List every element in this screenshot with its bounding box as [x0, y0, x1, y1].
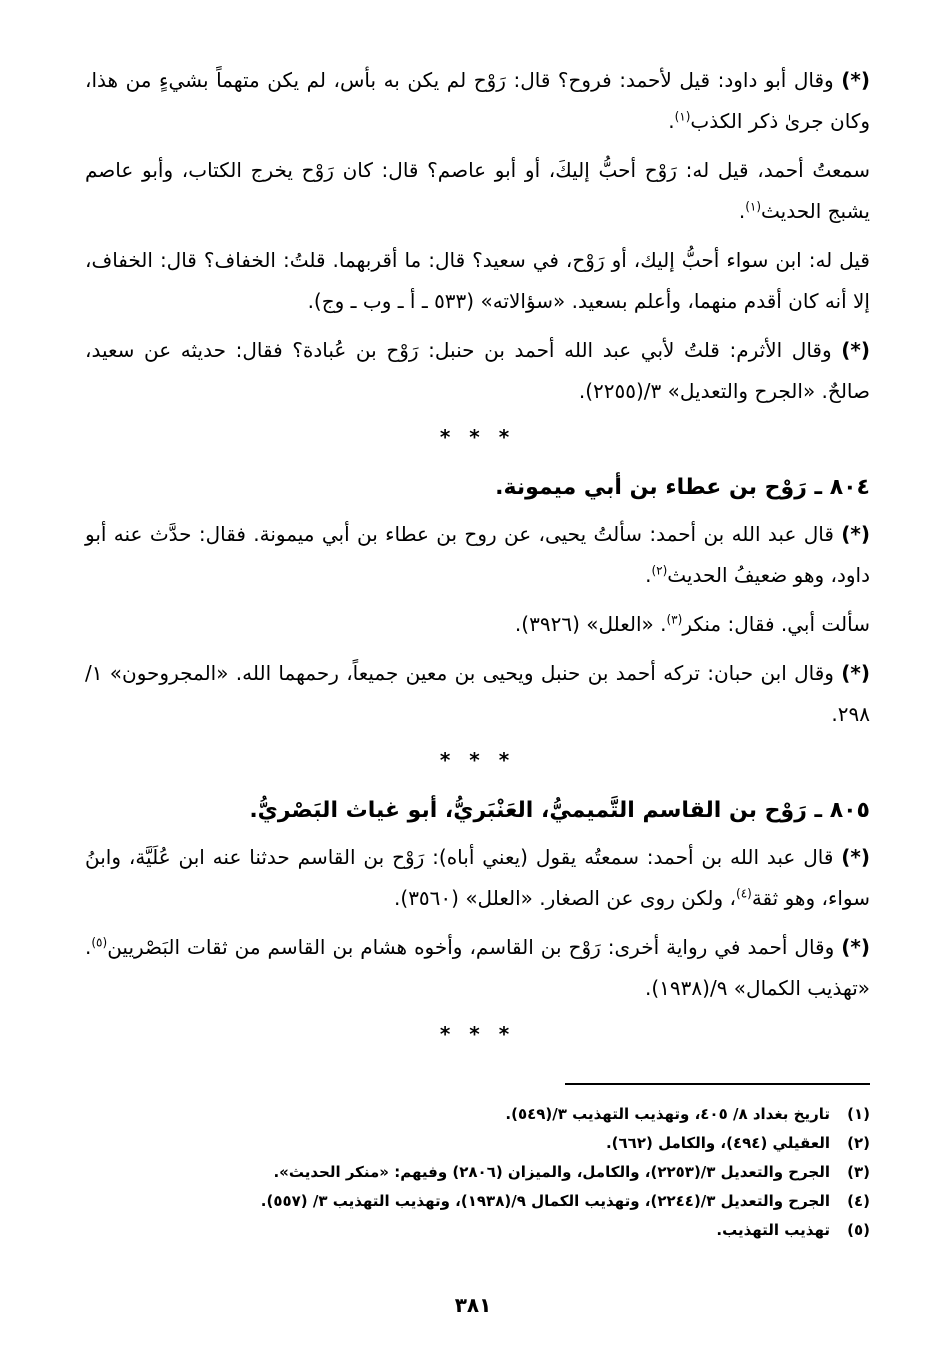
footnote-text: العقيلي (٤٩٤)، والكامل (٦٦٢). — [605, 1134, 830, 1152]
footnote-4 — [85, 1187, 870, 1216]
paragraph-1 — [85, 60, 870, 142]
footnote-divider — [565, 1083, 870, 1085]
footnote-ref: (٤) — [736, 886, 752, 901]
star-marker: (*) — [841, 338, 871, 362]
paragraph-3 — [85, 240, 870, 322]
star-marker: (*) — [841, 522, 871, 546]
paragraph-2 — [85, 150, 870, 232]
paragraph-text: سمعتُ أحمد، قيل له: رَوْح أحبُّ إليكَ، أو أبو عاصم؟ قال: كان رَوْح يخرج الكتاب، وأبو عاصم يشبج الحديث — [85, 158, 870, 223]
star-marker: (*) — [841, 845, 870, 869]
footnote-ref: (٥) — [91, 935, 108, 950]
paragraph-end: . — [645, 563, 652, 587]
entry-805-paragraph-1 — [85, 837, 870, 919]
paragraph-text: وقال الأثرم: قلتُ لأبي عبد الله أحمد بن حنبل: رَوْح بن عُبادة؟ فقال: حديثه عن سعيد، صالحٌ. «الجرح والتعديل» ٣/(٢٢٥٥). — [85, 338, 870, 403]
footnotes — [85, 1100, 870, 1245]
paragraph-end: . «تهذيب الكمال» ٩/(١٩٣٨). — [85, 935, 870, 1000]
entry-title-805: ٨٠٥ ـ رَوْح بن القاسم التَّميميُّ، العَنْبَريُّ، أبو غياث البَصْريُّ. — [249, 798, 870, 823]
entry-title-804: ٨٠٤ ـ رَوْح بن عطاء بن أبي ميمونة. — [495, 475, 870, 500]
paragraph-end: ، ولكن روى عن الصغار. «العلل» (٣٥٦٠). — [394, 886, 736, 910]
footnote-text: تاريخ بغداد ٨/ ٤٠٥، وتهذيب التهذيب ٣/(٥٤٩). — [505, 1105, 830, 1123]
footnote-ref: (٣) — [666, 612, 683, 627]
footnote-1 — [85, 1100, 870, 1129]
footnote-ref: (١) — [674, 109, 691, 124]
star-marker: (*) — [841, 935, 870, 959]
paragraph-4 — [85, 330, 870, 412]
footnote-ref: (١) — [745, 199, 762, 214]
page-body — [85, 60, 870, 1063]
paragraph-text: سألت أبي. فقال: منكر — [682, 612, 870, 636]
footnote-text: تهذيب التهذيب. — [716, 1221, 830, 1239]
paragraph-end: . — [738, 199, 746, 223]
footnote-text: الجرح والتعديل ٣/(٢٢٥٣)، والكامل، والميزان (٢٨٠٦) وفيهم: «منكر الحديث». — [273, 1163, 830, 1181]
paragraph-text: قال عبد الله بن أحمد: سمعتُه يقول (يعني أباه): رَوْح بن القاسم حدثنا عنه ابن عُلَيَّة، وابنُ سواء، وهو ثقة — [85, 845, 870, 910]
paragraph-text: وقال أبو داود: قيل لأحمد: فروح؟ قال: رَوْح لم يكن به بأس، لم يكن متهماً بشيءٍ من هذا، وكان جرىٰ ذكر الكذب — [85, 68, 870, 133]
entry-804-paragraph-1 — [85, 514, 870, 596]
footnote-number: (٤) — [847, 1192, 870, 1210]
section-separator: * * * — [439, 425, 516, 449]
section-separator: * * * — [439, 1022, 516, 1046]
footnote-2 — [85, 1129, 870, 1158]
paragraph-text: قيل له: ابن سواء أحبُّ إليك، أو رَوْح، في سعيد؟ قال: ما أقربهما. قلتُ: الخفاف؟ قال: الخفاف، إلا أنه كان أقدم منهما، وأعلم بسعيد. «سؤالاته» (٥٣٣ ـ أ ـ وب ـ وج). — [85, 248, 870, 313]
page-number: ٣٨١ — [454, 1293, 492, 1317]
paragraph-end: . — [668, 109, 675, 133]
entry-804-paragraph-3 — [85, 653, 870, 735]
star-marker: (*) — [841, 68, 870, 92]
star-marker: (*) — [841, 661, 871, 685]
footnote-number: (٥) — [847, 1221, 870, 1239]
footnote-3 — [85, 1158, 870, 1187]
footnote-text: الجرح والتعديل ٣/(٢٢٤٤)، وتهذيب الكمال ٩/(١٩٣٨)، وتهذيب التهذيب ٣/ (٥٥٧). — [260, 1192, 830, 1210]
section-separator: * * * — [439, 748, 516, 772]
entry-805-paragraph-2 — [85, 927, 870, 1009]
paragraph-text: قال عبد الله بن أحمد: سألتُ يحيى، عن روح بن عطاء بن أبي ميمونة. فقال: حدَّث عنه أبو داود، وهو ضعيفُ الحديث — [85, 522, 870, 587]
footnote-5 — [85, 1216, 870, 1245]
footnote-number: (١) — [847, 1105, 870, 1123]
paragraph-text: وقال أحمد في رواية أخرى: رَوْح بن القاسم، وأخوه هشام بن القاسم من ثقات البَصْريين — [107, 935, 835, 959]
footnote-ref: (٢) — [651, 563, 668, 578]
footnote-number: (٢) — [847, 1134, 870, 1152]
paragraph-end: . «العلل» (٣٩٢٦). — [514, 612, 667, 636]
paragraph-text: وقال ابن حبان: تركه أحمد بن حنبل ويحيى بن معين جميعاً، رحمهما الله. «المجروحون» ١/ ٢٩٨. — [85, 661, 870, 726]
footnote-number: (٣) — [847, 1163, 870, 1181]
entry-804-paragraph-2 — [85, 604, 870, 645]
